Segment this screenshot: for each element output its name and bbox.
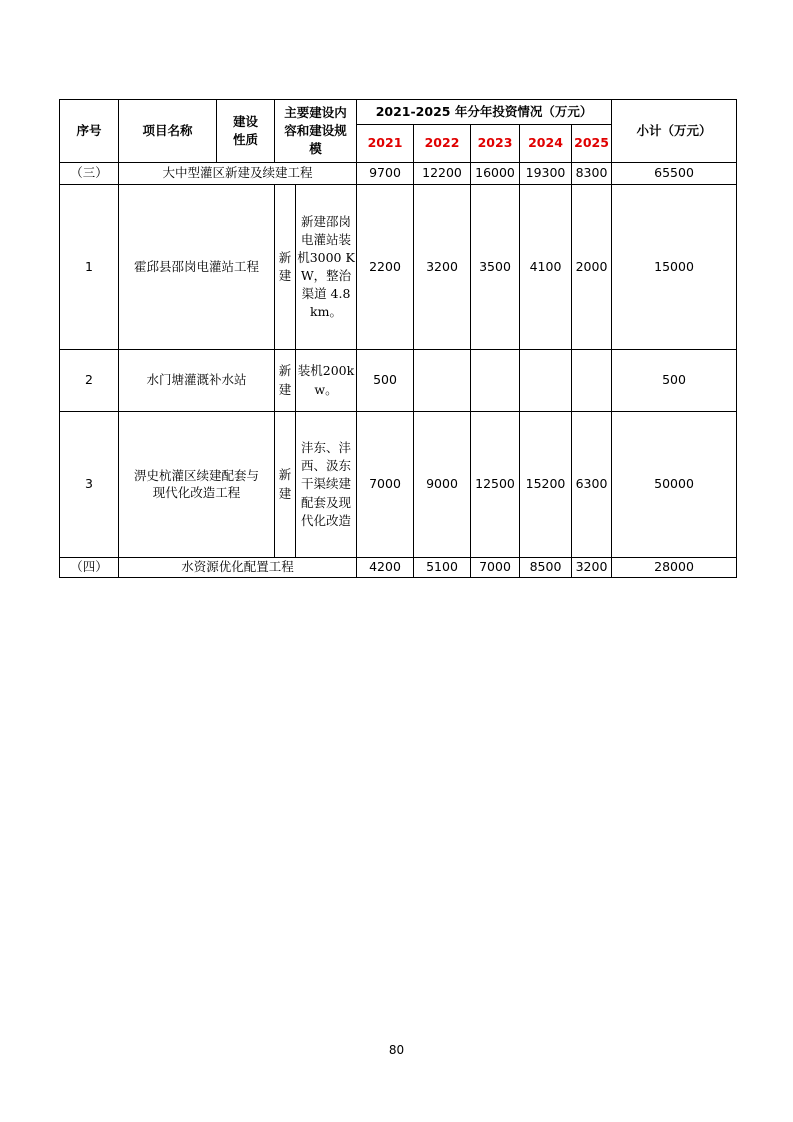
table-row xyxy=(60,350,737,412)
value-cell: 3200 xyxy=(572,558,612,578)
table-row xyxy=(60,558,737,578)
header-year: 2024 xyxy=(520,125,572,163)
value-cell: 8300 xyxy=(572,163,612,185)
value-cell: 4100 xyxy=(520,185,572,350)
value-cell xyxy=(572,350,612,412)
value-cell: 19300 xyxy=(520,163,572,185)
header-content: 主要建设内容和建设规模 xyxy=(275,100,357,163)
value-cell: 7000 xyxy=(357,412,414,558)
value-cell: 4200 xyxy=(357,558,414,578)
seq-cell: 2 xyxy=(60,350,119,412)
table-row xyxy=(60,163,737,185)
project-name-cell: 霍邱县邵岗电灌站工程 xyxy=(119,185,275,350)
subtotal-cell: 15000 xyxy=(612,185,737,350)
header-seq: 序号 xyxy=(60,100,119,163)
content-cell: 新建邵岗电灌站装机3000 KW，整治渠道 4.8 km。 xyxy=(296,185,357,350)
subtotal-cell: 500 xyxy=(612,350,737,412)
value-cell: 12200 xyxy=(414,163,471,185)
table-row xyxy=(60,412,737,558)
project-name-cell: 淠史杭灌区续建配套与现代化改造工程 xyxy=(119,412,275,558)
subtotal-cell: 50000 xyxy=(612,412,737,558)
value-cell: 12500 xyxy=(471,412,520,558)
value-cell: 7000 xyxy=(471,558,520,578)
header-subtotal: 小计（万元） xyxy=(612,100,737,163)
value-cell xyxy=(471,350,520,412)
nature-cell: 新建 xyxy=(275,412,296,558)
value-cell xyxy=(414,350,471,412)
project-name-cell: 水资源优化配置工程 xyxy=(119,558,357,578)
value-cell: 9000 xyxy=(414,412,471,558)
value-cell: 6300 xyxy=(572,412,612,558)
value-cell xyxy=(520,350,572,412)
subtotal-cell: 65500 xyxy=(612,163,737,185)
value-cell: 3500 xyxy=(471,185,520,350)
header-year: 2022 xyxy=(414,125,471,163)
project-name-cell: 大中型灌区新建及续建工程 xyxy=(119,163,357,185)
value-cell: 8500 xyxy=(520,558,572,578)
header-name: 项目名称 xyxy=(119,100,217,163)
content-cell: 沣东、沣西、汲东干渠续建配套及现代化改造 xyxy=(296,412,357,558)
header-year: 2021 xyxy=(357,125,414,163)
header-invest-title: 2021-2025 年分年投资情况（万元） xyxy=(357,100,612,125)
seq-cell: （四） xyxy=(60,558,119,578)
seq-cell: （三） xyxy=(60,163,119,185)
header-year: 2025 xyxy=(572,125,612,163)
value-cell: 2200 xyxy=(357,185,414,350)
seq-cell: 3 xyxy=(60,412,119,558)
nature-cell: 新建 xyxy=(275,185,296,350)
value-cell: 16000 xyxy=(471,163,520,185)
value-cell: 2000 xyxy=(572,185,612,350)
nature-cell: 新建 xyxy=(275,350,296,412)
header-year: 2023 xyxy=(471,125,520,163)
subtotal-cell: 28000 xyxy=(612,558,737,578)
value-cell: 15200 xyxy=(520,412,572,558)
project-name-cell: 水门塘灌溉补水站 xyxy=(119,350,275,412)
value-cell: 3200 xyxy=(414,185,471,350)
table-row xyxy=(60,185,737,350)
header-nature: 建设性质 xyxy=(217,100,275,163)
investment-table xyxy=(59,99,737,578)
value-cell: 5100 xyxy=(414,558,471,578)
page-number: 80 xyxy=(388,1043,405,1057)
value-cell: 500 xyxy=(357,350,414,412)
value-cell: 9700 xyxy=(357,163,414,185)
content-cell: 装机200kw。 xyxy=(296,350,357,412)
seq-cell: 1 xyxy=(60,185,119,350)
